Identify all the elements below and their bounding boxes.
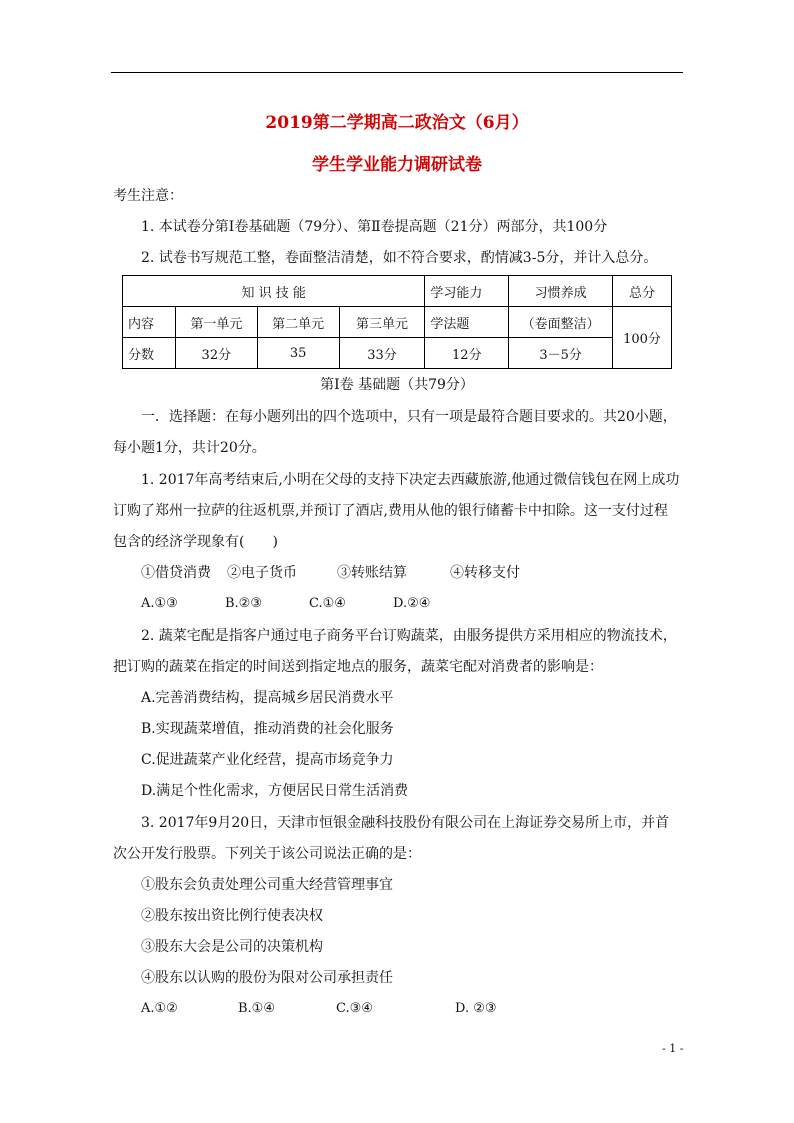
exam-title: 2019第二学期高二政治文（6月）	[265, 113, 529, 133]
statement: ④转移支付	[450, 565, 520, 581]
table-cell: 第三单元	[339, 307, 425, 338]
q3-options	[141, 999, 497, 1019]
option-b: B.②③	[225, 596, 262, 611]
table-cell: 33分	[339, 338, 425, 369]
q3-statement-4: ④股东以认购的股份为限对公司承担责任	[141, 970, 393, 986]
q2-option-b: B.实现蔬菜增值，推动消费的社会化服务	[141, 721, 394, 737]
q1-line-2: 订购了郑州一拉萨的往返机票,并预订了酒店,费用从他的银行储蓄卡中扣除。这一支付过程	[113, 503, 668, 519]
q3-statement-3: ③股东大会是公司的决策机构	[141, 939, 323, 955]
score-table	[122, 275, 672, 369]
option-c: C.③④	[336, 1001, 373, 1016]
notice-heading: 考生注意：	[113, 188, 183, 204]
notice-item-2: 2. 试卷书写规范工整，卷面整洁清楚，如不符合要求，酌情减3-5分，并计入总分。	[141, 250, 658, 266]
section-heading: 第Ⅰ卷 基础题（共79分）	[320, 377, 474, 393]
statement: ①借贷消费	[141, 565, 211, 581]
q2-option-d: D.满足个性化需求，方便居民日常生活消费	[141, 783, 409, 799]
section-intro-line-1: 一．选择题：在每小题列出的四个选项中，只有一项是最符合题目要求的。共20小题，	[141, 409, 677, 425]
knowledge-skills-header: 知 识 技 能	[123, 276, 425, 307]
q3-statement-1: ①股东会负责处理公司重大经营管理事宜	[141, 877, 393, 893]
q3-line-2: 次公开发行股票。下列关于该公司说法正确的是：	[113, 846, 421, 862]
table-cell: 内容	[123, 307, 176, 338]
total-header: 总分	[613, 276, 672, 307]
q2-line-1: 2. 蔬菜宅配是指客户通过电子商务平台订购蔬菜，由服务提供方采用相应的物流技术，	[141, 628, 677, 644]
option-a: A.①③	[141, 596, 178, 611]
habit-header: 习惯养成	[509, 276, 613, 307]
statement: ②电子货币	[227, 565, 297, 581]
table-cell: 分数	[123, 338, 176, 369]
table-cell: 学法题	[425, 307, 509, 338]
option-b: B.①④	[238, 1001, 275, 1016]
table-cell: 3－5分	[509, 338, 613, 369]
statement: ③转账结算	[337, 565, 407, 581]
option-d: D.②④	[393, 596, 431, 611]
q3-line-1: 3. 2017年9月20日，天津市恒银金融科技股份有限公司在上海证券交易所上市，并首	[141, 815, 670, 831]
table-cell: 第二单元	[257, 307, 339, 338]
option-a: A.①②	[141, 1001, 178, 1016]
q2-line-2: 把订购的蔬菜在指定的时间送到指定地点的服务，蔬菜宅配对消费者的影响是：	[113, 659, 603, 675]
option-c: C.①④	[309, 596, 346, 611]
q3-statement-2: ②股东按出资比例行使表决权	[141, 908, 323, 924]
page-number: - 1 -	[662, 1042, 684, 1055]
q1-statements	[141, 563, 520, 583]
table-cell: 35	[257, 338, 339, 369]
table-cell: 第一单元	[175, 307, 257, 338]
table-cell: 12分	[425, 338, 509, 369]
total-score-value: 100分	[613, 307, 672, 369]
section-intro-line-2: 每小题1分，共计20分。	[113, 440, 266, 456]
notice-item-1: 1. 本试卷分第Ⅰ卷基础题（79分）、第Ⅱ卷提高题（21分）两部分，共100分	[141, 219, 608, 235]
q1-line-3: 包含的经济学现象有( )	[113, 534, 278, 550]
learning-ability-header: 学习能力	[425, 276, 509, 307]
q2-option-c: C.促进蔬菜产业化经营，提高市场竞争力	[141, 752, 394, 768]
q1-line-1: 1. 2017年高考结束后,小明在父母的支持下决定去西藏旅游,他通过微信钱包在网上成功	[141, 472, 680, 488]
exam-subtitle: 学生学业能力调研试卷	[312, 155, 482, 175]
option-d: D. ②③	[455, 1001, 497, 1016]
header-rule	[111, 72, 683, 73]
q1-options	[141, 594, 430, 614]
table-cell: 32分	[175, 338, 257, 369]
table-cell: （卷面整洁）	[509, 307, 613, 338]
q2-option-a: A.完善消费结构，提高城乡居民消费水平	[141, 690, 394, 706]
